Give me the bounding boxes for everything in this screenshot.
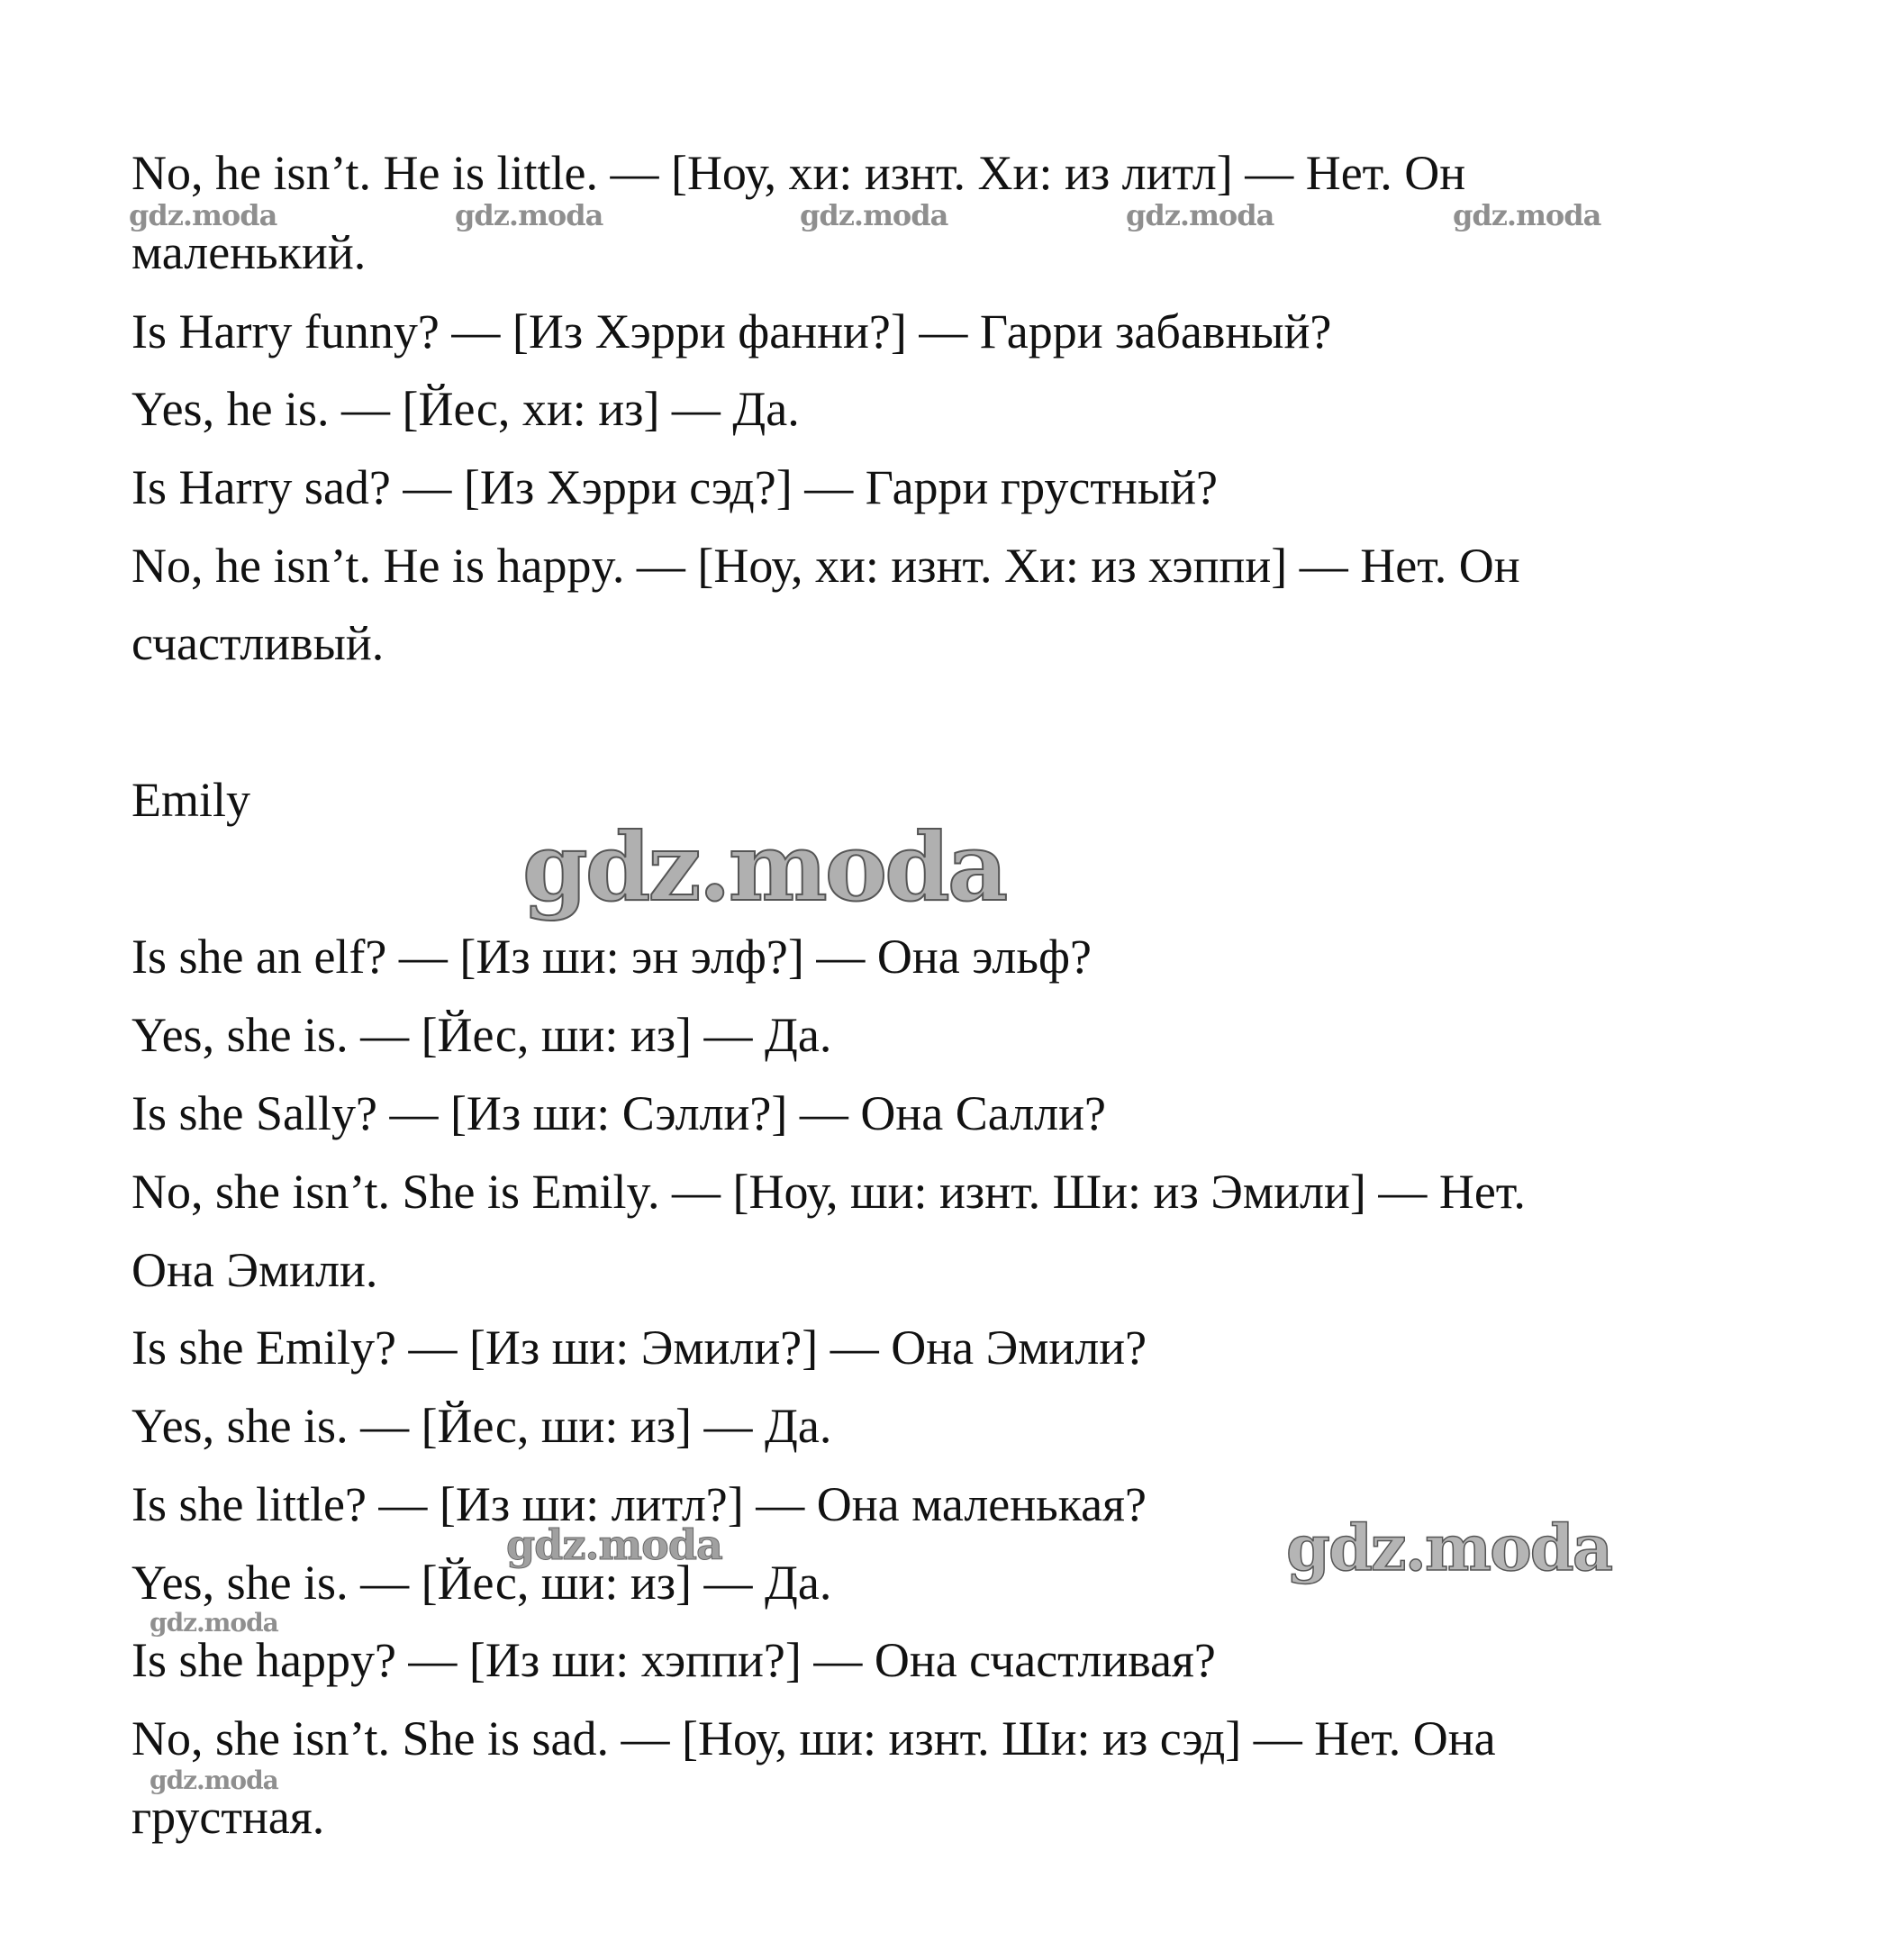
watermark-logo-large: gdz.moda	[522, 812, 1006, 922]
section-heading-emily: Emily	[131, 773, 250, 827]
text-line-3: Is Harry funny? — [Из Хэрри фанни?] — Гарри забавный?	[131, 304, 1332, 358]
text-line-4: Yes, he is. — [Йес, хи: из] — Да.	[131, 382, 800, 436]
text-line-16: Is she little? — [Из ши: литл?] — Она маленькая?	[131, 1477, 1147, 1531]
text-line-14: Is she Emily? — [Из ши: Эмили?] — Она Эмили?	[131, 1320, 1147, 1375]
text-line-7: счастливый.	[131, 616, 385, 670]
text-line-19: No, she isn’t. She is sad. — [Ноу, ши: изнт. Ши: из сэд] — Нет. Она	[131, 1711, 1496, 1765]
text-line-5: Is Harry sad? — [Из Хэрри сэд?] — Гарри грустный?	[131, 460, 1218, 514]
text-line-10: Yes, she is. — [Йес, ши: из] — Да.	[131, 1008, 832, 1062]
watermark-logo: gdz.moda	[506, 1520, 722, 1569]
watermark-logo: gdz.moda	[150, 1608, 278, 1638]
text-line-12: No, she isn’t. She is Emily. — [Ноу, ши: изнт. Ши: из Эмили] — Нет.	[131, 1165, 1526, 1219]
watermark-logo-medium: gdz.moda	[1286, 1511, 1612, 1585]
text-line-11: Is she Sally? — [Из ши: Сэлли?] — Она Салли?	[131, 1086, 1106, 1140]
text-line-20: грустная.	[131, 1790, 325, 1844]
watermark-logo: gdz.moda	[150, 1765, 278, 1795]
watermark-logo: gdz.moda	[129, 198, 277, 232]
text-line-15: Yes, she is. — [Йес, ши: из] — Да.	[131, 1399, 832, 1453]
text-line-18: Is she happy? — [Из ши: хэппи?] — Она счастливая?	[131, 1633, 1216, 1687]
text-line-6: No, he isn’t. He is happy. — [Ноу, хи: изнт. Хи: из хэппи] — Нет. Он	[131, 539, 1520, 593]
text-line-1: No, he isn’t. He is little. — [Ноу, хи: изнт. Хи: из литл] — Нет. Он	[131, 146, 1466, 200]
watermark-logo: gdz.moda	[1453, 198, 1601, 232]
text-line-2: маленький.	[131, 225, 367, 279]
watermark-logo: gdz.moda	[455, 198, 603, 232]
text-line-13: Она Эмили.	[131, 1243, 378, 1297]
text-line-9: Is she an elf? — [Из ши: эн элф?] — Она эльф?	[131, 930, 1092, 984]
text-line-17: Yes, she is. — [Йес, ши: из] — Да.	[131, 1556, 832, 1610]
watermark-logo: gdz.moda	[800, 198, 948, 232]
watermark-logo: gdz.moda	[1126, 198, 1274, 232]
